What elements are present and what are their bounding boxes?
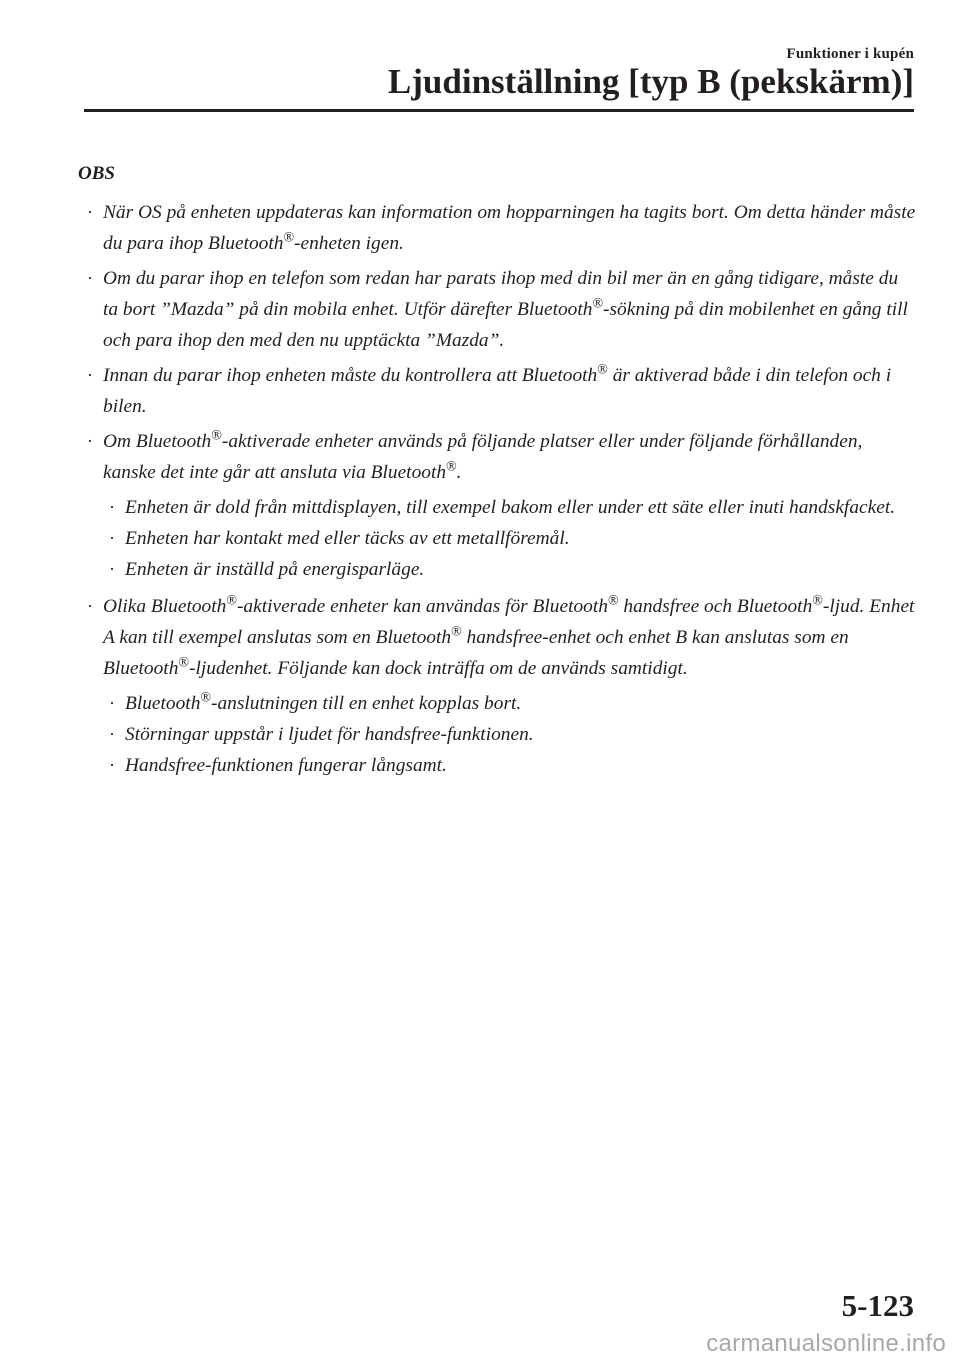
page-title: Ljudinställning [typ B (pekskärm)] [387,62,914,101]
bullet [109,492,115,523]
bullet [87,426,93,457]
list-item [86,591,916,684]
item-text: Störningar uppstår i ljudet för handsfree-funktionen. [125,724,534,745]
registered-mark: ® [607,593,619,609]
page-number: 5-123 [841,1288,914,1323]
registered-mark: ® [200,690,212,706]
sub-list-item [108,554,916,585]
note-heading: OBS [78,163,115,184]
item-text: Enheten är dold från mittdisplayen, till exempel bakom eller under ett säte eller inuti handskfacket. [125,497,896,518]
registered-mark: ® [446,459,457,475]
registered-mark: ® [597,362,608,378]
bullet [109,523,115,554]
title-rule [84,109,914,112]
list-item [86,426,916,488]
registered-mark: ® [283,230,295,246]
section-label: Funktioner i kupén [786,46,914,62]
item-text: -enheten igen. [294,233,404,254]
item-text: -aktiverade enheter används på följande platser eller under följande förhållanden, kanske det inte går att ansluta via Bluetooth [103,431,863,483]
item-text: Olika Bluetooth [103,596,227,617]
item-text: Handsfree-funktionen fungerar långsamt. [125,755,447,776]
list-item [86,197,916,259]
item-text: handsfree-enhet och enhet B kan anslutas som en Bluetooth [103,627,849,679]
registered-mark: ® [211,428,222,444]
item-text: -sökning på din mobilenhet en gång till och para ihop den med den nu upptäckta ”Mazda”. [103,299,908,351]
bullet [87,591,93,622]
list-item [86,360,916,422]
item-text: -aktiverade enheter kan användas för Bluetooth [236,596,608,617]
bullet [87,197,93,228]
item-text: -anslutningen till en enhet kopplas bort. [211,693,522,714]
sub-list [86,688,916,781]
registered-mark: ® [592,296,604,312]
bullet [109,554,115,585]
item-text: -ljudenhet. Följande kan dock inträffa om de används samtidigt. [189,658,688,679]
item-text: Bluetooth [125,693,201,714]
item-text: Innan du parar ihop enheten måste du kontrollera att Bluetooth [103,365,598,386]
item-text: är aktiverad både i din telefon och i bilen. [103,365,892,417]
sub-list-item [108,492,916,523]
watermark: carmanualsonline.info [706,1330,946,1357]
item-text: Enheten är inställd på energisparläge. [125,559,425,580]
sub-list-item [108,750,916,781]
registered-mark: ® [812,593,823,609]
item-text: Om Bluetooth [103,431,212,452]
registered-mark: ® [178,655,190,671]
item-text: Enheten har kontakt med eller täcks av ett metallföremål. [125,528,570,549]
registered-mark: ® [226,593,237,609]
note-content [86,197,916,787]
registered-mark: ® [451,624,462,640]
bullet [109,719,115,750]
bullet [87,263,93,294]
sub-list-item [108,719,916,750]
item-text: -ljud. Enhet A kan till exempel anslutas som en Bluetooth [103,596,915,648]
sub-list [86,492,916,585]
item-text: . [456,462,462,483]
list-item [86,263,916,356]
bullet [109,688,115,719]
item-text: När OS på enheten uppdateras kan information om hopparningen ha tagits bort. Om detta händer måste du para ihop Bluetooth [103,202,916,254]
item-text: handsfree och Bluetooth [618,596,813,617]
sub-list-item [108,688,916,719]
item-text: Om du parar ihop en telefon som redan har parats ihop med din bil mer än en gång tidigare, måste du ta bort ”Mazda” på din mobila enhet. Utför därefter Bluetooth [103,268,899,320]
bullet [87,360,93,391]
sub-list-item [108,523,916,554]
bullet [109,750,115,781]
